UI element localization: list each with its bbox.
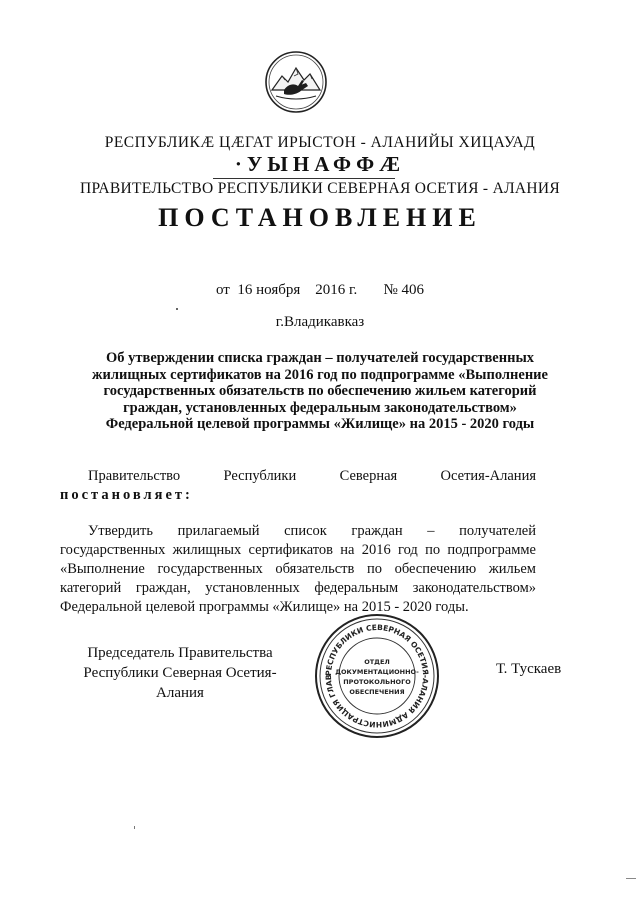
intro-paragraph xyxy=(60,467,536,505)
stamp-center-line: ДОКУМЕНТАЦИОННО- xyxy=(335,668,419,676)
intro-word: Осетия-Алания xyxy=(440,468,536,484)
signatory-position-line: Республики Северная Осетия-Алания xyxy=(83,665,277,701)
decree-title-line: Об утверждении списка граждан – получателей государственных xyxy=(105,350,535,366)
decree-title-line: граждан, установленных федеральным законодательством» xyxy=(123,399,517,416)
decree-title xyxy=(60,350,580,433)
intro-word: Северная xyxy=(339,468,398,484)
intro-word: Правительство xyxy=(88,468,181,484)
page-edge-mark xyxy=(626,878,636,879)
signatory-name: Т. Тускаев xyxy=(496,661,562,677)
header-decree-ossetian: ·УЫНАФФÆ xyxy=(234,152,406,176)
coat-of-arms-emblem xyxy=(264,50,328,114)
signatory-position xyxy=(60,643,300,703)
signatory-position-line: Председатель Правительства xyxy=(87,645,273,661)
document-type-title: ПОСТАНОВЛЕНИЕ xyxy=(158,203,482,232)
decree-title-line: государственных обязательств по обеспечению жильем категорий xyxy=(103,383,537,399)
scan-mark xyxy=(134,826,135,829)
body-paragraph xyxy=(60,522,536,617)
scan-speck xyxy=(176,308,178,310)
stamp-center-line: ОБЕСПЕЧЕНИЯ xyxy=(349,688,405,696)
city-name: г.Владикавказ xyxy=(275,314,365,330)
stamp-center-line: ПРОТОКОЛЬНОГО xyxy=(343,678,411,686)
intro-verb: постановляет: xyxy=(60,487,193,503)
header-republic-russian: ПРАВИТЕЛЬСТВО РЕСПУБЛИКИ СЕВЕРНАЯ ОСЕТИЯ - АЛАНИЯ xyxy=(79,180,560,197)
intro-word: Республики xyxy=(223,468,297,484)
official-stamp-seal xyxy=(313,612,441,740)
body-text: Утвердить прилагаемый список граждан – получателей государственных жилищных сертификатов на 2016 год по подпрограмме «Выполнение государственных обязательств по обеспечению жильем категорий граждан, установленных федеральным законодательством» Федеральной целевой программы «Жилище» на 2015 - 2020 годы. xyxy=(60,523,536,615)
stamp-ring-textpath: РЕСПУБЛИКИ СЕВЕРНАЯ ОСЕТИЯ-АЛАНИЯ АДМИНИСТРАЦИЯ ГЛАВ xyxy=(323,622,431,730)
decree-title-line: жилищных сертификатов на 2016 год по подпрограмме «Выполнение xyxy=(92,366,548,383)
header-republic-ossetian: РЕСПУБЛИКÆ ЦÆГАТ ИРЫСТОН - АЛАНИЙЫ ХИЦАУАД xyxy=(104,134,536,151)
date-and-number: от 16 ноября 2016 г. № 406 xyxy=(215,282,425,298)
stamp-center-line: ОТДЕЛ xyxy=(364,658,390,666)
header-divider xyxy=(213,178,395,179)
decree-title-line: Федеральной целевой программы «Жилище» на 2015 - 2020 годы xyxy=(105,416,535,432)
